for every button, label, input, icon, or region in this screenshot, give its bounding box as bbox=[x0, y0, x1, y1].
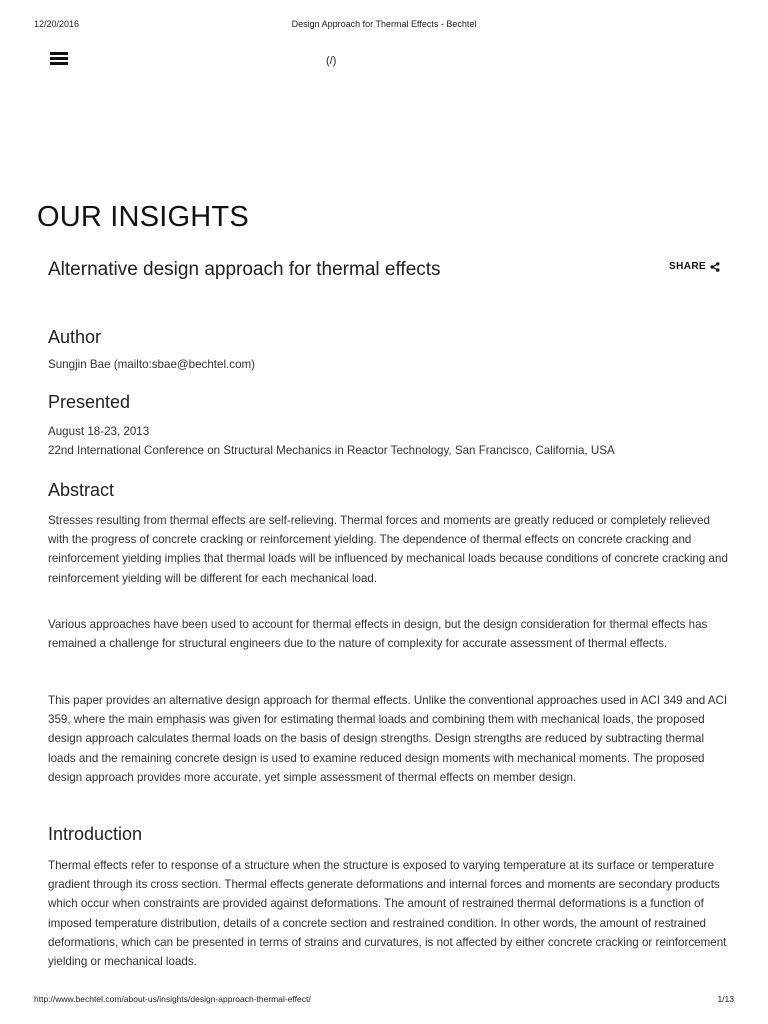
author-heading: Author bbox=[48, 327, 102, 347]
abstract-paragraph: Stresses resulting from thermal effects are self-relieving. Thermal forces and moments are greatly reduced or completely relieved with the progress of concrete cracking or reinforcement yielding. The dependence of thermal effects on concrete cracking and reinforcement yielding implies that thermal loads will be influenced by mechanical loads because conditions of concrete cracking and reinforcement yielding will be different for each mechanical load. bbox=[48, 514, 728, 585]
print-footer bbox=[0, 994, 768, 1008]
presented-conference: 22nd International Conference on Structural Mechanics in Reactor Technology, San Francisco, California, USA bbox=[48, 444, 615, 457]
share-button[interactable] bbox=[669, 261, 720, 272]
share-icon bbox=[710, 262, 720, 272]
abstract-heading: Abstract bbox=[48, 480, 115, 500]
print-title: Design Approach for Thermal Effects - Bechtel bbox=[291, 19, 477, 29]
print-date: 12/20/2016 bbox=[34, 19, 80, 29]
presented-heading: Presented bbox=[48, 392, 131, 412]
page-heading: OUR INSIGHTS bbox=[37, 201, 249, 233]
article-title: Alternative design approach for thermal effects bbox=[48, 259, 441, 280]
introduction-heading: Introduction bbox=[48, 824, 143, 844]
hamburger-menu-icon[interactable] bbox=[50, 52, 68, 66]
abstract-paragraph: This paper provides an alternative design approach for thermal effects. Unlike the conventional approaches used in ACI 349 and ACI 359, where the main emphasis was given for estimating thermal loads and combining them with mechanical loads, the proposed design approach calculates thermal loads on the basis of design strengths. Design strengths are reduced by subtracting thermal loads and the remaining concrete design is used to examine reduced design moments with mechanical moments. The proposed design approach provides more accurate, yet simple assessment of thermal effects on member design. bbox=[48, 694, 728, 784]
introduction-paragraph: Thermal effects refer to response of a structure when the structure is exposed to varying temperature at its surface or temperature gradient through its cross section. Thermal effects generate deformations and internal forces and moments are secondary products which occur when constraints are provided against deformations. The amount of restrained thermal deformations is a function of imposed temperature distribution, details of a concrete section and restrained condition. In other words, the amount of restrained deformations, which can be presented in terms of strains and curvatures, is not affected by either concrete cracking or reinforcement yielding or mechanical loads. bbox=[48, 859, 727, 969]
share-label: SHARE bbox=[669, 261, 707, 272]
print-url: http://www.bechtel.com/about-us/insights/design-approach-thermal-effect/ bbox=[34, 994, 311, 1004]
author-name[interactable]: Sungjin Bae (mailto:sbae@bechtel.com) bbox=[48, 358, 256, 371]
print-page-number: 1/13 bbox=[717, 994, 734, 1004]
abstract-paragraph: Various approaches have been used to account for thermal effects in design, but the design consideration for thermal effects has remained a challenge for structural engineers due to the nature of complexity for accurate assessment of thermal effects. bbox=[48, 618, 708, 651]
presented-date: August 18-23, 2013 bbox=[48, 425, 150, 438]
home-link[interactable]: (/) bbox=[326, 55, 337, 67]
print-header bbox=[0, 19, 768, 33]
